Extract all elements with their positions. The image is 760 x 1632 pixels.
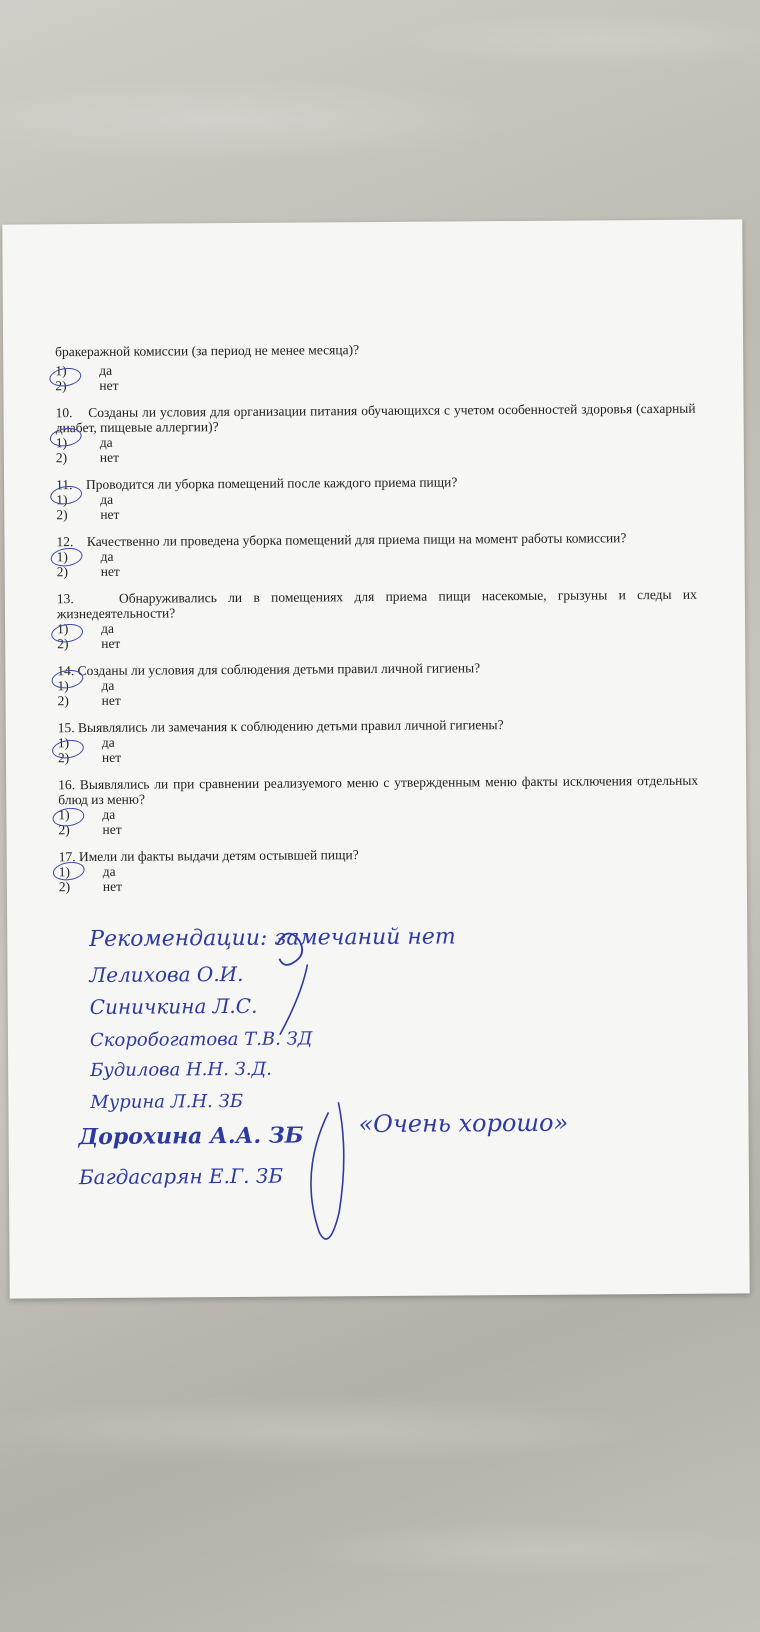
option-no: 2) нет xyxy=(57,749,122,766)
handwriting-area xyxy=(2,219,749,1298)
handwritten-signature: Лелихова О.И. xyxy=(89,961,244,988)
intro-text: бракеражной комиссии (за период не менее месяца)? xyxy=(55,342,360,360)
handwritten-signature: Синичкина Л.С. xyxy=(89,993,258,1020)
question-text: 11. Проводится ли уборка помещений после каждого приема пищи? xyxy=(56,474,458,493)
option-no: 2) нет xyxy=(55,449,120,466)
option-yes: 1) да xyxy=(56,491,114,508)
question-text: 10. Созданы ли условия для организации питания обучающихся с учетом особенностей здоровья (сахарный диабет, пищевые аллергии)? xyxy=(55,400,696,436)
handwritten-signature: Дорохина А.А. ЗБ xyxy=(78,1122,304,1151)
marble-background-bottom xyxy=(0,1290,760,1632)
option-no: 2) нет xyxy=(56,506,120,523)
intro-option-2: 2) нет xyxy=(55,377,119,394)
question-text: 17. Имели ли факты выдачи детям остывшей пищи? xyxy=(58,847,359,865)
signature-stroke xyxy=(310,1102,344,1239)
option-no: 2) нет xyxy=(58,821,122,838)
option-no: 2) нет xyxy=(57,635,121,652)
option-yes: 1) да xyxy=(57,677,115,694)
option-no: 2) нет xyxy=(57,692,121,709)
handwritten-signature: Багдасарян Е.Г. ЗБ xyxy=(78,1163,284,1190)
handwritten-comment: «Очень хорошо» xyxy=(358,1108,569,1139)
question-text: 16. Выявлялись ли при сравнении реализуемого меню с утвержденным меню факты исключения отдельных блюд из меню? xyxy=(58,772,699,808)
handwritten-signature: Скоробогатова Т.В. ЗД xyxy=(89,1028,313,1052)
question-text: 12. Качественно ли проведена уборка помещений для приема пищи на момент работы комиссии? xyxy=(56,530,627,550)
option-yes: 1) да xyxy=(57,734,115,751)
option-yes: 1) да xyxy=(56,548,114,565)
questionnaire-sheet xyxy=(2,219,749,1298)
intro-option-1: 1) да xyxy=(55,362,113,379)
question-text: 13. Обнаруживались ли в помещениях для приема пищи насекомые, грызуны и следы их жизнедеятельности? xyxy=(56,586,697,622)
handwritten-signature: Мурина Л.Н. ЗБ xyxy=(90,1090,244,1114)
option-yes: 1) да xyxy=(55,434,113,451)
option-no: 2) нет xyxy=(56,563,120,580)
question-text: 14. Созданы ли условия для соблюдения детьми правил личной гигиены? xyxy=(57,660,481,679)
marble-background-top xyxy=(0,0,760,240)
handwritten-recommendations: Рекомендации: замечаний нет xyxy=(89,924,456,953)
option-yes: 1) да xyxy=(58,863,116,880)
option-yes: 1) да xyxy=(58,806,116,823)
question-text: 15. Выявлялись ли замечания к соблюдению детьми правил личной гигиены? xyxy=(57,717,504,736)
handwritten-signature: Будилова Н.Н. З.Д. xyxy=(90,1058,272,1082)
option-yes: 1) да xyxy=(57,620,115,637)
signature-stroke xyxy=(279,964,307,1034)
option-no: 2) нет xyxy=(58,878,123,895)
